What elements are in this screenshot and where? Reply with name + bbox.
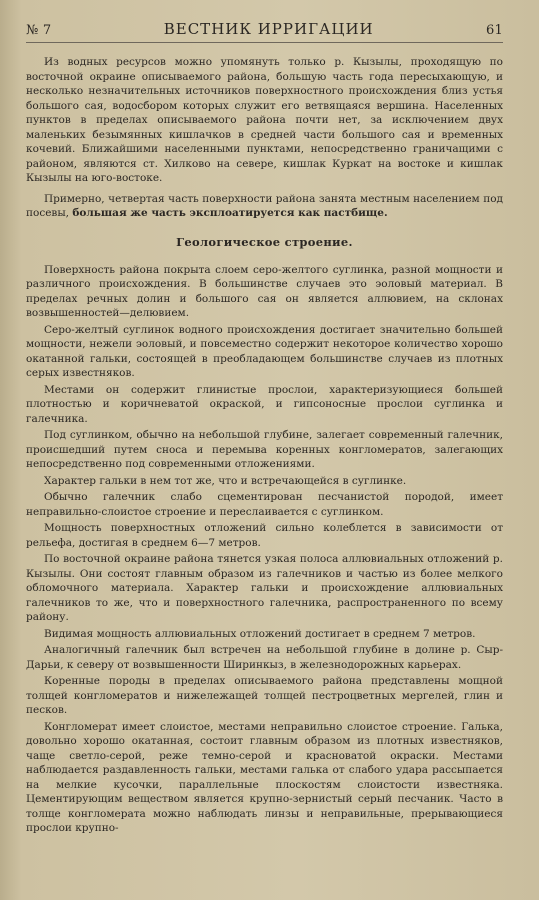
geology-paragraph: По восточной окраине района тянется узкая полоса аллювиальных отложений р. Кызылы. Они состоят главным образом из галечников и частью из более мелкого обломочного материала. Характер гальки и происхождение аллювиальных галечников то же, что и поверхностного галечника, распространенного по всему району. bbox=[26, 553, 503, 623]
intro-paragraph: Из водных ресурсов можно упомянуть только р. Кызылы, проходящую по восточной окраине описываемого района, большую часть года пересыхающую, и несколько незначительных источников поверхностного происхождения близ устья большого сая, водосбором которых служит его ветвящаяся вершина. Населенных пунктов в пределах описываемого района почти нет, за исключением двух маленьких безымянных кишлачков в средней части большого сая и временных кочевий. Ближайшими населенными пунктами, непосредственно граничащими с районом, являются ст. Хилково на севере, кишлак Куркат на востоке и кишлак Кызылы на юго-востоке. bbox=[26, 56, 503, 184]
geology-paragraph: Характер гальки в нем тот же, что и встречающейся в суглинке. bbox=[44, 474, 407, 487]
intro-last-emphasis: большая же часть эксплоатируется как пастбище. bbox=[72, 207, 388, 219]
geology-paragraph: Мощность поверхностных отложений сильно колеблется в зависимости от рельефа, достигая в среднем 6—7 метров. bbox=[26, 522, 503, 549]
geology-paragraph: Под суглинком, обычно на небольшой глубине, залегает современный галечник, происшедший путем сноса и перемыва коренных конгломератов, залегающих непосредственно под современными отложениями. bbox=[26, 429, 503, 470]
geology-paragraph: Видимая мощность аллювиальных отложений достигает в среднем 7 метров. bbox=[44, 627, 476, 640]
page-header bbox=[26, 20, 503, 43]
geology-paragraph: Обычно галечник слабо сцементирован песчанистой породой, имеет неправильно-слоистое строение и переслаивается с суглинком. bbox=[26, 491, 503, 518]
geology-section bbox=[26, 263, 503, 836]
intro-section bbox=[26, 55, 503, 221]
journal-title: ВЕСТНИК ИРРИГАЦИИ bbox=[163, 20, 374, 38]
intro-last-text: Примерно, четвертая часть поверхности района занята местным населением под посевы, bbox=[26, 192, 503, 219]
page-number: 61 bbox=[486, 23, 503, 38]
geology-paragraph: Коренные породы в пределах описываемого района представлены мощной толщей конгломератов и нижележащей толщей пестроцветных мергелей, глин и песков. bbox=[26, 675, 503, 716]
issue-number: № 7 bbox=[26, 23, 52, 38]
geology-paragraph: Поверхность района покрыта слоем серо-желтого суглинка, разной мощности и различного происхождения. В большинстве случаев это эоловый материал. В пределах речных долин и большого сая он является аллювием, на склонах возвышенностей—делювием. bbox=[26, 263, 503, 319]
geology-paragraph: Конгломерат имеет слоистое, местами неправильно слоистое строение. Галька, довольно хорошо окатанная, состоит главным образом из плотных известняков, чаще светло-серой, реже темно-серой и красноватой окраски. Местами наблюдается раздавленность гальки, местами галька от слабого удара рассыпается на мелкие кусочки, параллельные плоскостям слоистости известняка. Цементирующим веществом является крупно-зернистый серый песчаник. Часто в толще конгломерата можно наблюдать линзы и неправильные, прерывающиеся прослои крупно- bbox=[26, 720, 503, 834]
geology-paragraph: Местами он содержит глинистые прослои, характеризующиеся большей плотностью и коричневатой окраской, и гипсоносные прослои суглинка и галечника. bbox=[26, 383, 503, 425]
geology-paragraph: Аналогичный галечник был встречен на небольшой глубине в долине р. Сыр-Дарьи, к северу от возвышенности Ширинкыз, в железнодорожных карьерах. bbox=[26, 644, 503, 671]
intro-paragraph-last bbox=[26, 192, 503, 221]
geology-paragraph: Серо-желтый суглинок водного происхождения достигает значительно большей мощности, нежели эоловый, и повсеместно содержит некоторое количество хорошо окатанной гальки, состоящей в преобладающем большинстве случаев из плотных серых известняков. bbox=[26, 323, 503, 379]
section-title: Геологическое строение. bbox=[176, 234, 353, 249]
